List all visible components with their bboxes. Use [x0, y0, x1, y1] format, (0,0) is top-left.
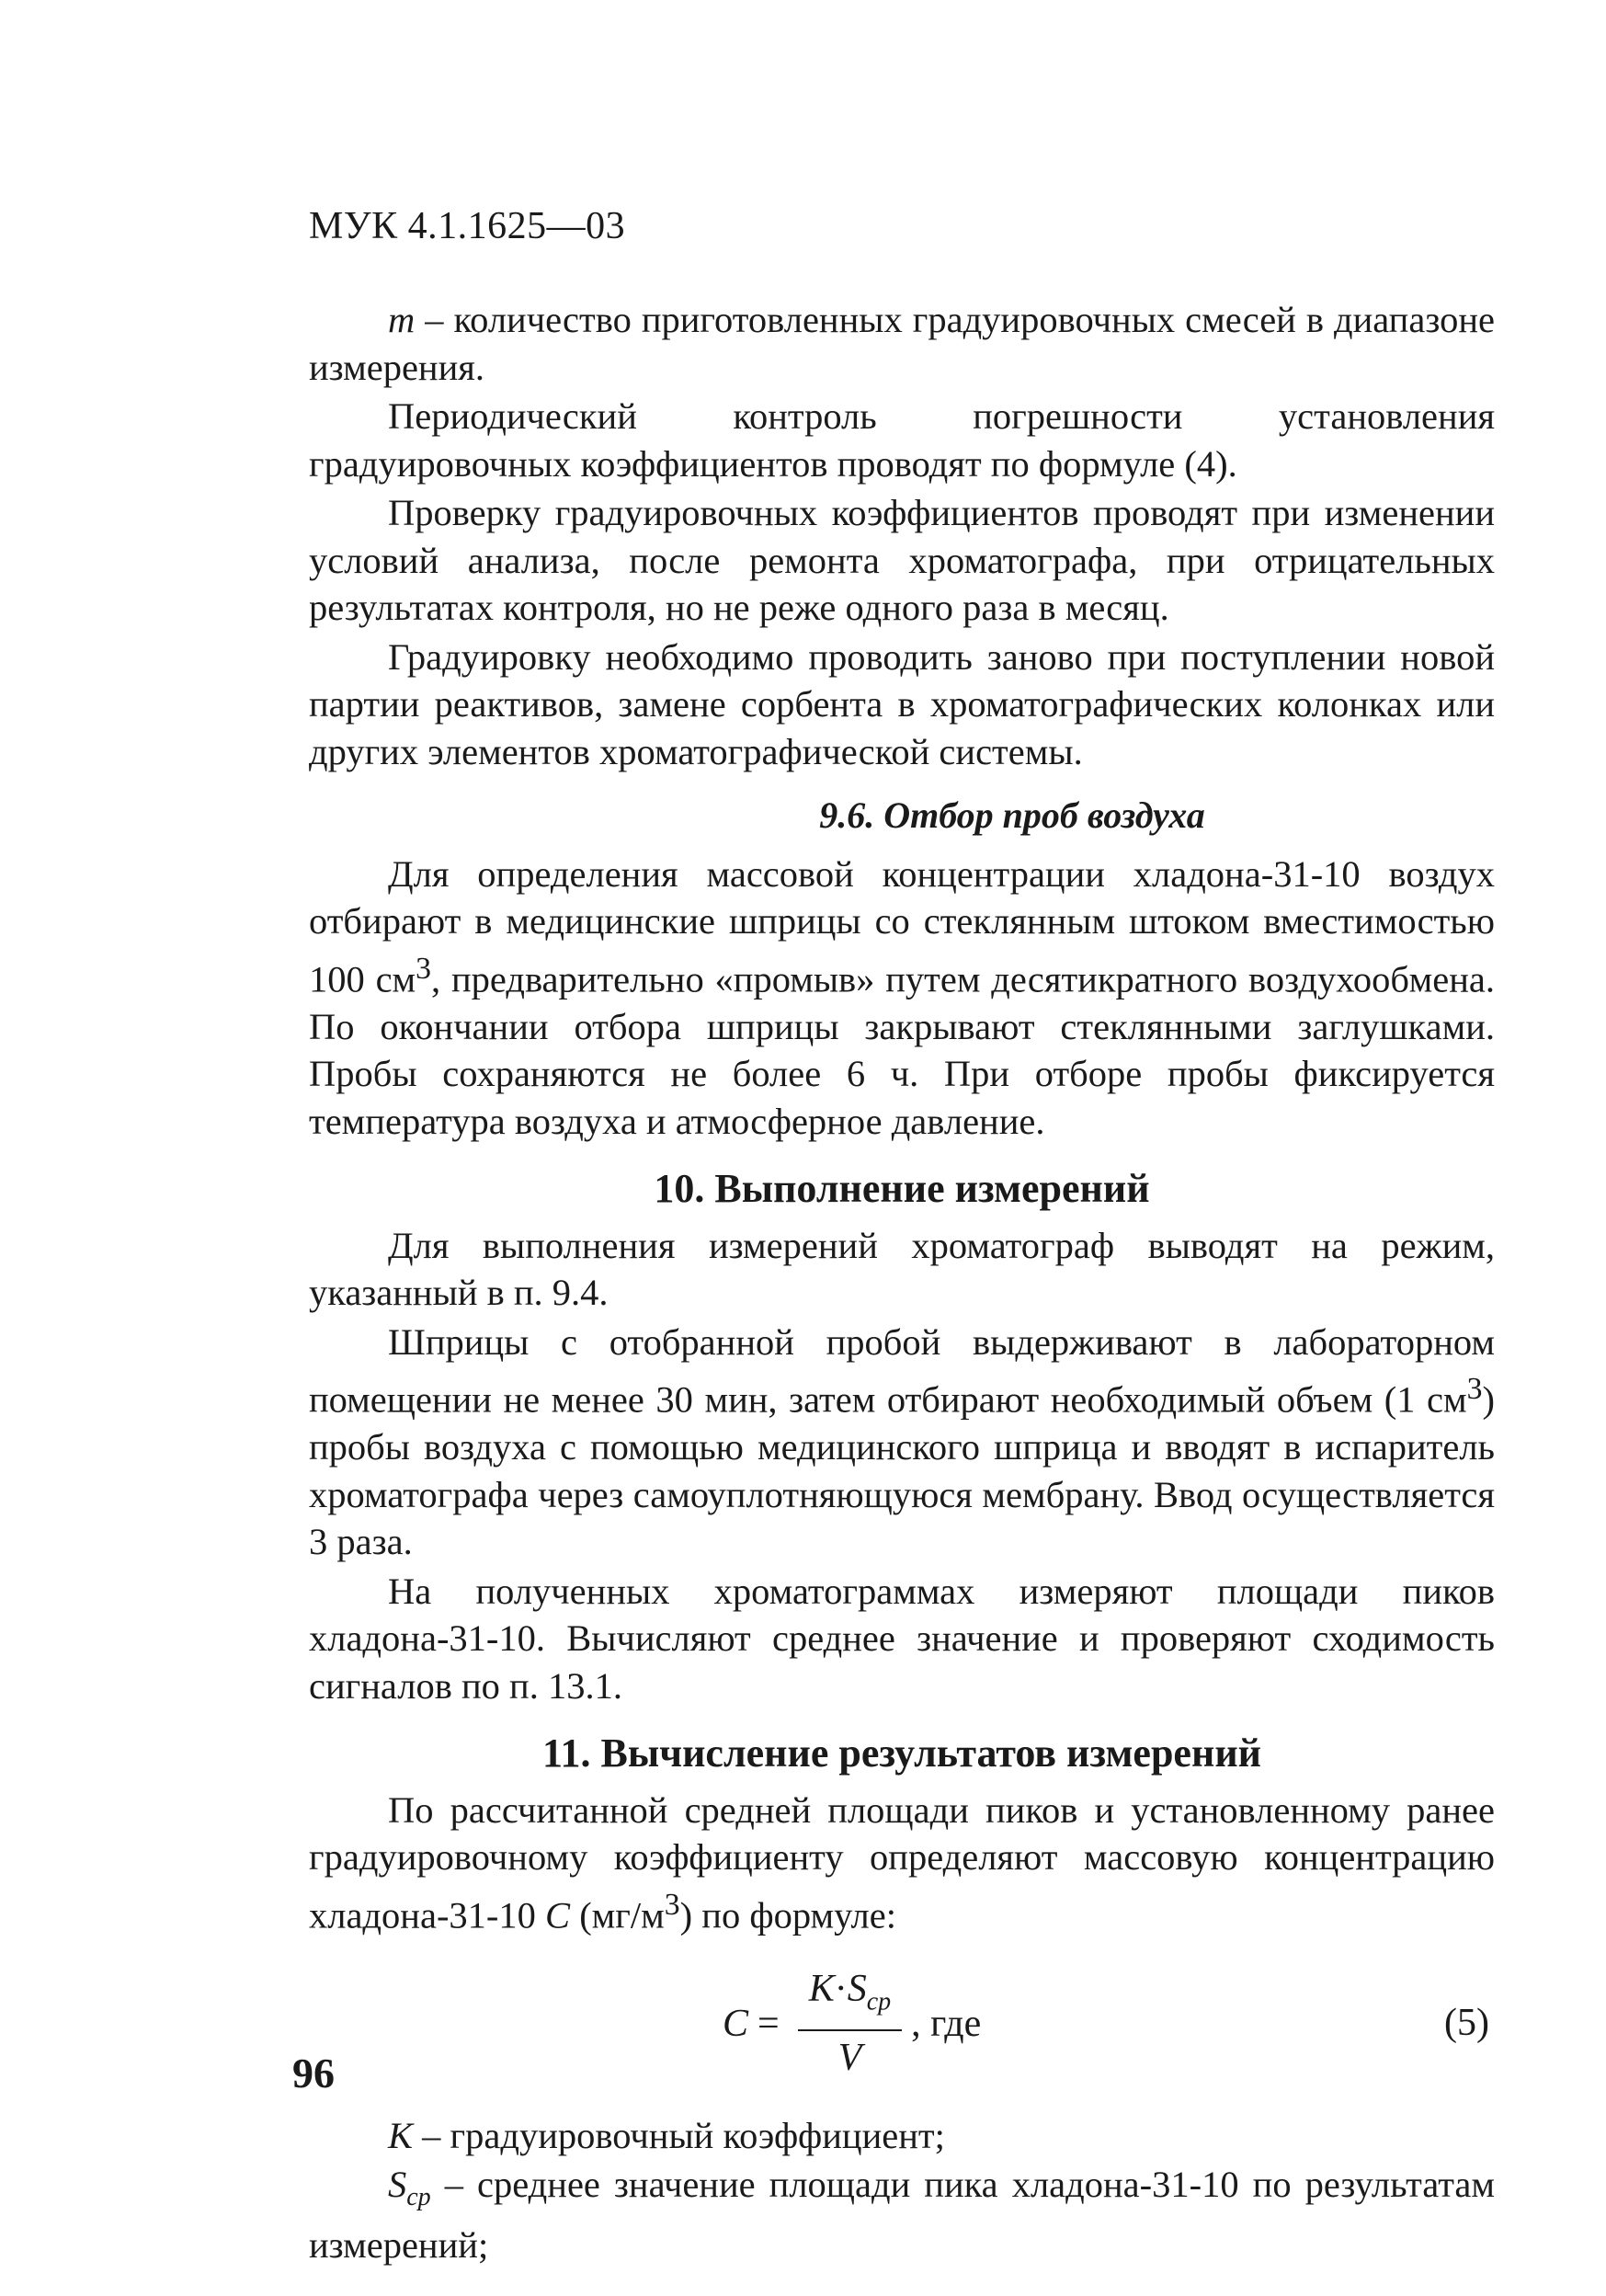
section-heading: 10. Выполнение измерений — [654, 1166, 1150, 1211]
formula-lhs: C — [723, 2002, 749, 2045]
paragraph: На полученных хроматограммах измеряют площади пиков хладона-31-10. Вычисляют среднее значение и проверяют сходимость сигналов по п. 13.1. — [309, 1570, 1495, 1707]
formula-number: (5) — [1444, 2001, 1489, 2044]
formula-numerator: $K\cdot S_{ср}$ — [798, 1966, 902, 2031]
paragraph: Шприцы с отобранной пробой выдерживают в лабораторном помещении не менее 30 мин, затем отбирают необходимый объем (1 $см^3$) пробы воздуха с помощью медицинского шприца и вводят в испаритель хроматографа через самоуплотняющуюся мембрану. Ввод осуществляется 3 раза. — [309, 1320, 1495, 1562]
paragraph: Проверку градуировочных коэффициентов проводят при изменении условий анализа, после ремонта хроматографа, при отрицательных результатах контроля, но не реже одного раза в месяц. — [309, 492, 1495, 628]
formula-tail: , где — [911, 2002, 982, 2045]
paragraph: Для выполнения измерений хроматограф выводят на режим, указанный в п. 9.4. — [309, 1224, 1495, 1313]
paragraph: Периодический контроль погрешности установления градуировочных коэффициентов проводят по формуле (4). — [309, 395, 1495, 485]
paragraph: Градуировку необходимо проводить заново при поступлении новой партии реактивов, замене сорбента в хроматографических колонках или других элементов хроматографической системы. — [309, 635, 1495, 772]
paragraph: По рассчитанной средней площади пиков и установленному ранее градуировочному коэффициенту определяют массовую концентрацию хладона-31-10 C $(мг/м^3)$ по формуле: — [309, 1788, 1495, 1936]
formula-fraction — [798, 1966, 902, 2082]
formula-eq: = — [757, 2002, 780, 2045]
variable: m — [388, 299, 416, 340]
definition-item: K – градуировочный коэффициент; — [388, 2114, 945, 2156]
paragraph: Для определения массовой концентрации хладона-31-10 воздух отбирают в медицинские шприцы со стеклянным штоком вместимостью 100 $см^3$, предварительно «промыв» путем десятикратного воздухообмена. По окончании отбора шприцы закрывают стеклянными заглушками. Пробы сохраняются не более 6 ч. При отборе пробы фиксируется температура воздуха и атмосферное давление. — [309, 852, 1495, 1142]
section-heading: 11. Вычисление результатов измерений — [541, 1731, 1262, 1776]
formula-5 — [309, 1947, 1495, 2103]
page-number: 96 — [292, 2050, 335, 2096]
formula-denominator: V — [837, 2037, 862, 2080]
definition-item: $S_{ср}$ – среднее значение площади пика хладона-31-10 по результатам измерений; — [309, 2164, 1495, 2266]
page-header: МУК 4.1.1625—03 — [309, 205, 626, 247]
subsection-heading: 9.6. Отбор проб воздуха — [819, 794, 1205, 836]
paragraph: m – количество приготовленных градуировочных смесей в диапазоне измерения. — [309, 299, 1495, 388]
formula-body — [723, 1947, 981, 2103]
page-body — [309, 296, 1495, 2270]
